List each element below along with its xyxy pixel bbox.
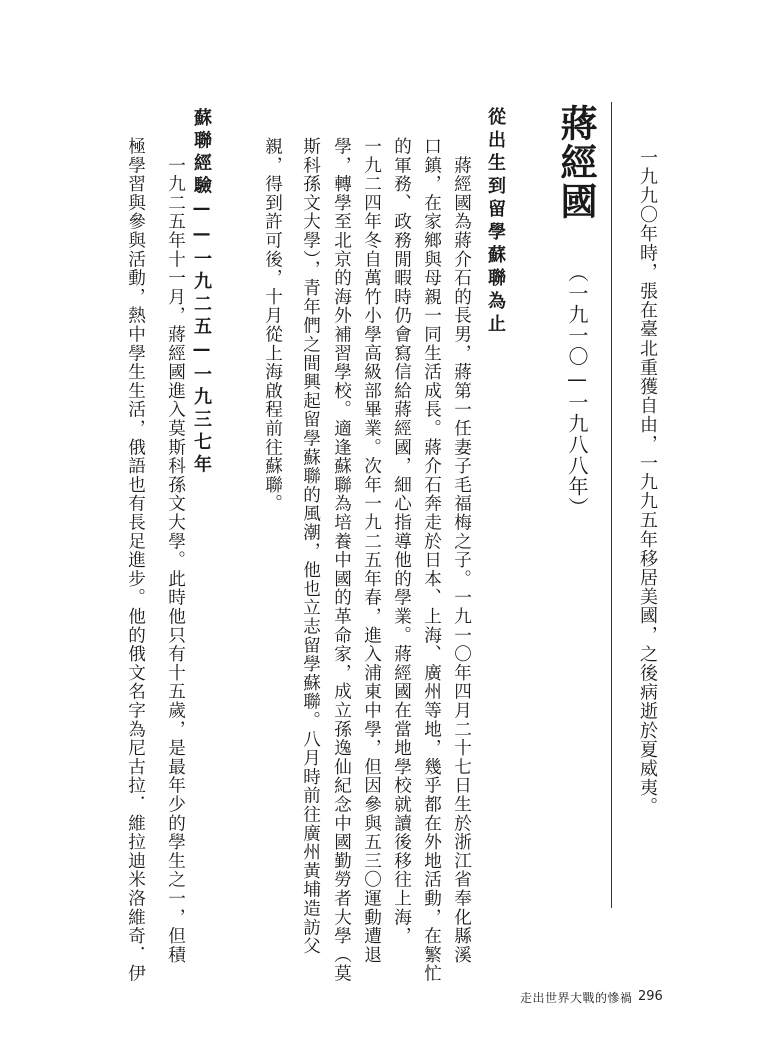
page-footer — [520, 989, 663, 1006]
body-text-line: 親，得到許可後，十月從上海啟程前往蘇聯。 — [262, 137, 283, 513]
section-heading-soviet-experience: 蘇聯經驗——一九二五—一九三七年 — [191, 108, 212, 477]
intro-text-line: 一九九〇年時，張在臺北重獲自由，一九九五年移居美國，之後病逝於夏威夷。 — [637, 148, 658, 817]
body-text-line: 的軍務、政務閒暇時仍會寫信給蔣經國，細心指導他的學業。蔣經國在當地學校就讀後移往上海， — [391, 137, 412, 946]
section-heading-early-life: 從出生到留學蘇聯為止 — [485, 107, 506, 337]
article-title-years: （一九一〇—一九八八年） — [565, 262, 589, 518]
body-text-line: 口鎮，在家鄉與母親一同生活成長。蔣介石奔走於日本、上海、廣州等地，幾乎都在外地活動，在繁忙 — [421, 137, 442, 983]
body-text-line: 蔣經國為蔣介石的長男，蔣第一任妻子毛福梅之子。一九一〇年四月二十七日生於浙江省奉化縣溪 — [451, 137, 472, 965]
body-text-line: 學，轉學至北京的海外補習學校。適逢蘇聯為培養中國的革命家，成立孫逸仙紀念中國勤勞者大學（莫 — [331, 137, 352, 983]
page-number: 296 — [638, 989, 663, 1004]
vertical-divider — [611, 102, 612, 908]
body-text-line: 一九二五年十一月，蔣經國進入莫斯科孫文大學。此時他只有十五歲，是最年少的學生之一，但積 — [165, 137, 186, 965]
body-text-line: 一九二四年冬自萬竹小學高級部畢業。次年一九二五年春，進入浦東中學，但因參與五三〇運動遭退 — [361, 137, 382, 965]
body-text-line: 斯科孫文大學），青年們之間興起留學蘇聯的風潮，他也立志留學蘇聯。八月時前往廣州黃埔造訪父 — [300, 137, 321, 956]
body-text-line: 極學習與參與活動，熱中學生生活，俄語也有長足進步。他的俄文名字為尼古拉．維拉迪米洛維奇．伊 — [125, 137, 146, 983]
footer-book-title: 走出世界大戰的慘禍 — [520, 991, 633, 1005]
article-title: 蔣經國 — [554, 104, 597, 221]
